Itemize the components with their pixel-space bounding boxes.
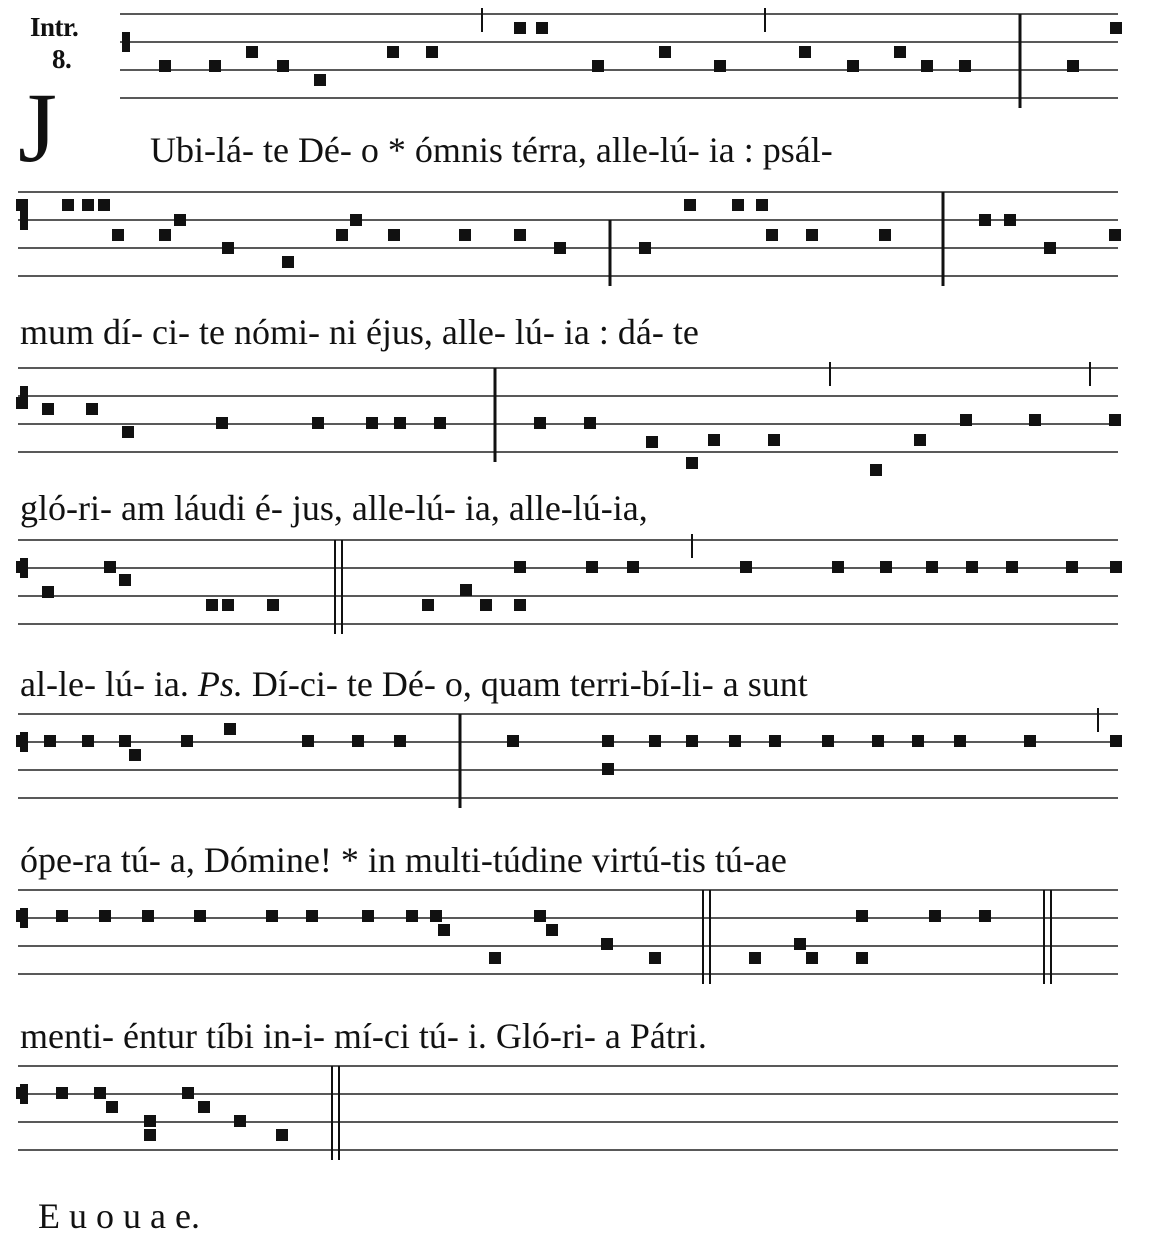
neume: [806, 952, 818, 964]
neume: [514, 599, 526, 611]
neume: [1067, 60, 1079, 72]
lyric-line-6: menti- éntur tíbi in-i- mí-ci tú- i. Gló-ri- a Pátri.: [20, 1016, 707, 1056]
neume: [56, 910, 68, 922]
neume: [708, 434, 720, 446]
neume: [480, 599, 492, 611]
neume: [224, 723, 236, 735]
neume: [870, 464, 882, 476]
neume: [306, 910, 318, 922]
neume: [277, 60, 289, 72]
neume: [514, 561, 526, 573]
neume: [234, 1115, 246, 1127]
neume: [806, 229, 818, 241]
neume: [209, 60, 221, 72]
neume: [82, 199, 94, 211]
neume: [627, 561, 639, 573]
neume: [42, 403, 54, 415]
neume: [536, 22, 548, 34]
neume: [602, 763, 614, 775]
lyric-line-2: mum dí- ci- te nómi- ni éjus, alle- lú- ia : dá- te: [20, 312, 699, 352]
neume: [362, 910, 374, 922]
neume: [459, 229, 471, 241]
neume: [206, 599, 218, 611]
neume: [406, 910, 418, 922]
neume: [966, 561, 978, 573]
neume: [267, 599, 279, 611]
neume: [507, 735, 519, 747]
neume: [649, 735, 661, 747]
neume: [159, 229, 171, 241]
neume: [246, 46, 258, 58]
neume: [119, 735, 131, 747]
neume: [534, 910, 546, 922]
lyric-line-4-end: Dí-ci- te Dé- o, quam terri-bí-li- a sunt: [242, 664, 808, 704]
neume: [422, 599, 434, 611]
neume: [768, 434, 780, 446]
neume: [646, 436, 658, 448]
neume: [82, 735, 94, 747]
neume: [914, 434, 926, 446]
neume: [16, 199, 28, 211]
neume: [684, 199, 696, 211]
neume: [387, 46, 399, 58]
neume: [740, 561, 752, 573]
neume: [954, 735, 966, 747]
neume: [732, 199, 744, 211]
neume: [959, 60, 971, 72]
neume: [194, 910, 206, 922]
neume: [979, 910, 991, 922]
neume: [352, 735, 364, 747]
neume: [649, 952, 661, 964]
neume: [94, 1087, 106, 1099]
neume: [1066, 561, 1078, 573]
neume: [336, 229, 348, 241]
neume: [314, 74, 326, 86]
neume: [554, 242, 566, 254]
clef-icon: [122, 32, 130, 52]
neume: [282, 256, 294, 268]
neume: [182, 1087, 194, 1099]
neume: [926, 561, 938, 573]
neume: [534, 417, 546, 429]
neume: [42, 586, 54, 598]
neume: [266, 910, 278, 922]
neume: [1110, 22, 1122, 34]
neume: [216, 417, 228, 429]
neume: [729, 735, 741, 747]
neume: [222, 242, 234, 254]
neume: [1110, 735, 1122, 747]
neume: [960, 414, 972, 426]
neume: [302, 735, 314, 747]
lyric-line-1: Ubi-lá- te Dé- o * ómnis térra, alle-lú- ia : psál-: [150, 130, 833, 170]
neume: [174, 214, 186, 226]
neume: [142, 910, 154, 922]
neume: [159, 60, 171, 72]
neume: [856, 952, 868, 964]
mode-label: Intr.: [30, 12, 79, 42]
neume: [686, 457, 698, 469]
neume: [769, 735, 781, 747]
neume: [601, 938, 613, 950]
neume: [198, 1101, 210, 1113]
neume: [144, 1129, 156, 1141]
neume: [104, 561, 116, 573]
neume: [16, 910, 28, 922]
neume: [122, 426, 134, 438]
neume: [99, 910, 111, 922]
clef-icon: [20, 210, 28, 230]
neume: [460, 584, 472, 596]
neume: [312, 417, 324, 429]
lyric-line-4-start: al-le- lú- ia.: [20, 664, 189, 704]
neume: [16, 397, 28, 409]
neume: [1109, 229, 1121, 241]
neume: [894, 46, 906, 58]
neume: [350, 214, 362, 226]
neume: [514, 22, 526, 34]
neume: [686, 735, 698, 747]
neume: [586, 561, 598, 573]
neume: [929, 910, 941, 922]
neume: [514, 229, 526, 241]
neume: [394, 735, 406, 747]
lyric-line-5: ópe-ra tú- a, Dómine! * in multi-túdine virtú-tis tú-ae: [20, 840, 787, 880]
neume: [434, 417, 446, 429]
neume: [44, 735, 56, 747]
neume: [438, 924, 450, 936]
neume: [1044, 242, 1056, 254]
neume: [756, 199, 768, 211]
lyric-line-7: E u o u a e.: [38, 1196, 200, 1236]
neume: [426, 46, 438, 58]
neume: [832, 561, 844, 573]
neume: [222, 599, 234, 611]
neume: [847, 60, 859, 72]
initial-letter: J: [18, 72, 57, 183]
neume: [112, 229, 124, 241]
neume: [489, 952, 501, 964]
neume: [546, 924, 558, 936]
neume: [879, 229, 891, 241]
neume: [276, 1129, 288, 1141]
psalm-marker: Ps.: [197, 664, 243, 704]
neume: [714, 60, 726, 72]
neume: [16, 561, 28, 573]
neume: [98, 199, 110, 211]
neume: [822, 735, 834, 747]
neume: [766, 229, 778, 241]
neume: [921, 60, 933, 72]
neume: [659, 46, 671, 58]
neume: [799, 46, 811, 58]
neume: [1004, 214, 1016, 226]
neume: [181, 735, 193, 747]
neume: [749, 952, 761, 964]
neume: [56, 1087, 68, 1099]
neume: [366, 417, 378, 429]
lyric-line-4: [20, 666, 808, 702]
neume: [119, 574, 131, 586]
neume: [394, 417, 406, 429]
neume: [16, 1087, 28, 1099]
neume: [86, 403, 98, 415]
neume: [1024, 735, 1036, 747]
neume: [979, 214, 991, 226]
neume: [1110, 561, 1122, 573]
neume: [584, 417, 596, 429]
neume: [129, 749, 141, 761]
neume: [794, 938, 806, 950]
neume: [1109, 414, 1121, 426]
neume: [16, 735, 28, 747]
neume: [388, 229, 400, 241]
neume: [912, 735, 924, 747]
neume: [62, 199, 74, 211]
neume: [602, 735, 614, 747]
lyric-line-3: gló-ri- am láudi é- jus, alle-lú- ia, alle-lú-ia,: [20, 488, 648, 528]
neume: [856, 910, 868, 922]
neume: [144, 1115, 156, 1127]
neume: [106, 1101, 118, 1113]
neume: [880, 561, 892, 573]
neume: [639, 242, 651, 254]
mode-number: 8.: [52, 44, 72, 74]
neume: [1029, 414, 1041, 426]
neume: [430, 910, 442, 922]
neume: [872, 735, 884, 747]
neume: [1006, 561, 1018, 573]
neume: [592, 60, 604, 72]
